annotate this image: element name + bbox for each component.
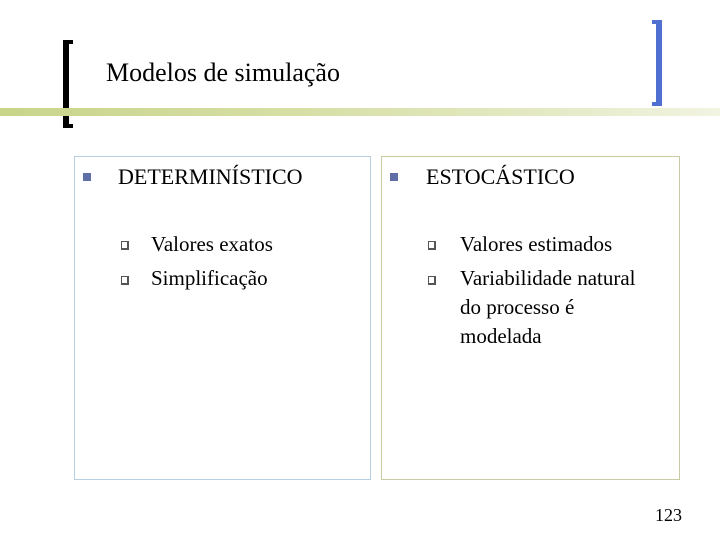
- title-underline-bar: [0, 108, 720, 116]
- right-item: Valores estimados: [460, 232, 613, 256]
- slide-title: Modelos de simulação: [106, 58, 340, 87]
- checkbox-bullet-icon: [121, 241, 129, 250]
- right-heading: ESTOCÁSTICO: [426, 164, 575, 189]
- left-panel: [74, 156, 371, 480]
- checkbox-bullet-icon: [121, 276, 129, 285]
- square-bullet-icon: [390, 173, 398, 181]
- page-number: 123: [655, 505, 682, 525]
- left-heading: DETERMINÍSTICO: [118, 164, 303, 189]
- square-bullet-icon: [83, 173, 91, 181]
- checkbox-bullet-icon: [428, 241, 436, 250]
- right-item-continuation: modelada: [460, 324, 542, 348]
- checkbox-bullet-icon: [428, 276, 436, 285]
- title-bracket-right: [652, 20, 662, 106]
- left-item: Simplificação: [151, 266, 268, 290]
- right-item-continuation: do processo é: [460, 295, 575, 319]
- right-item: Variabilidade natural: [460, 266, 636, 290]
- left-item: Valores exatos: [151, 232, 273, 256]
